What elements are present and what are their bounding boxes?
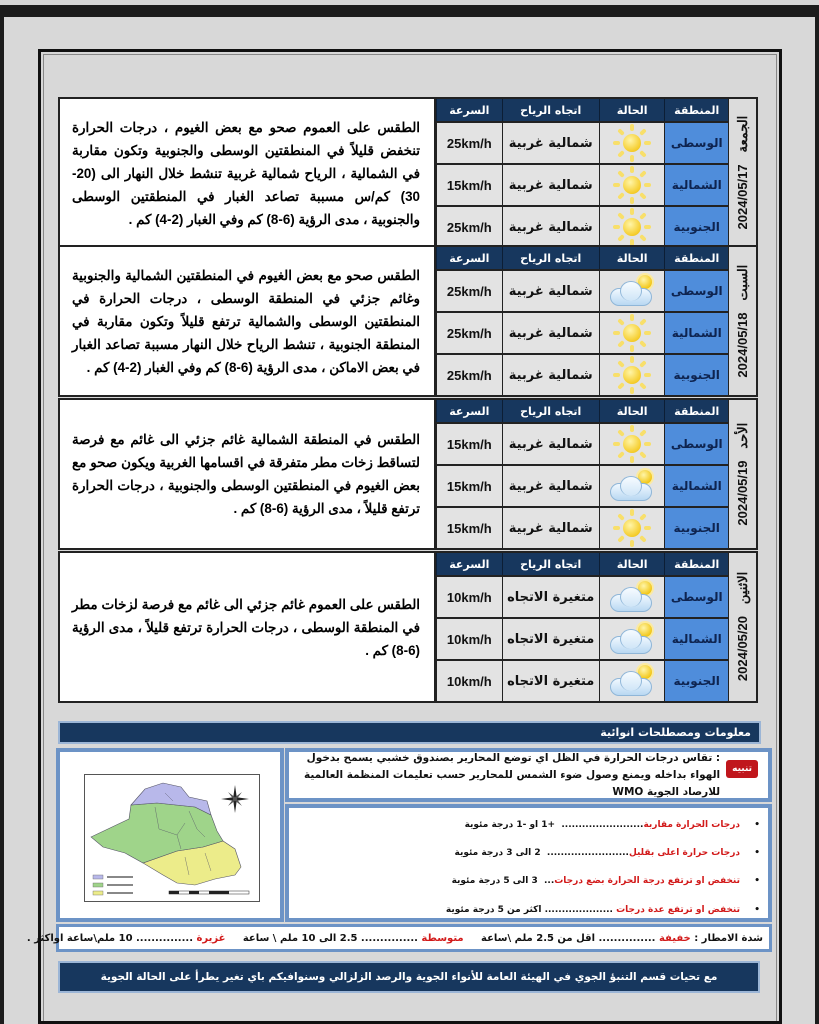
sun-icon [612, 355, 652, 395]
wind-speed-cell: 10km/h [436, 577, 502, 617]
day-name: الاثنين [735, 572, 750, 605]
wind-speed-cell: 25km/h [436, 355, 502, 395]
table-row [436, 617, 728, 659]
sun-icon [612, 313, 652, 353]
state-cell [599, 466, 665, 506]
top-strip [0, 0, 819, 5]
wind-speed-cell: 25km/h [436, 123, 502, 163]
wind-direction-cell: متغيرة الاتجاه [502, 577, 599, 617]
wind-speed-cell: 25km/h [436, 313, 502, 353]
compass-icon [221, 785, 249, 813]
forecast-table [434, 99, 728, 247]
header-wind-direction: اتجاه الرياح [502, 99, 599, 121]
region-cell: الجنوبية [664, 508, 728, 548]
header-state: الحالة [599, 400, 665, 422]
wind-speed-cell: 15km/h [436, 165, 502, 205]
state-cell [599, 424, 665, 464]
region-cell: الجنوبية [664, 661, 728, 701]
forecast-table [434, 553, 728, 701]
wind-speed-cell: 15km/h [436, 466, 502, 506]
forecast-table [434, 400, 728, 548]
rain-light: خفيفة [658, 932, 691, 944]
wind-speed-cell: 15km/h [436, 508, 502, 548]
region-cell: الشمالية [664, 313, 728, 353]
region-cell: الشمالية [664, 466, 728, 506]
sun-icon [612, 123, 652, 163]
day-name: الجمعة [735, 116, 750, 154]
wind-direction-cell: شمالية غربية [502, 165, 599, 205]
wind-speed-cell: 25km/h [436, 207, 502, 247]
date: 2024/05/17 [735, 164, 750, 230]
partly-cloudy-icon [608, 663, 656, 699]
header-wind-direction: اتجاه الرياح [502, 553, 599, 575]
state-cell [599, 123, 665, 163]
wind-direction-cell: شمالية غربية [502, 207, 599, 247]
legend-item: • تنخفض او ترتفع عدة درجات .................... اكثر من 5 درجة مئوية [445, 905, 760, 915]
region-cell: الوسطى [664, 424, 728, 464]
partly-cloudy-icon [608, 579, 656, 615]
day-description: الطقس على العموم صحو مع بعض الغيوم ، درجات الحرارة تنخفض قليلاً في المنطقتين الوسطى والجنوبية وتكون مقاربة في الشمالية ، الرياح شمالية غربية تنشط خلال النهار الى (20-30) كم/س مسببة تصاعد الغبار في المنطقتين الوسطى والجنوبية ، مدى الرؤية (6-8) كم وفي الغبار (2-4) كم . [60, 99, 434, 247]
state-cell [599, 207, 665, 247]
state-cell [599, 271, 665, 311]
state-cell [599, 165, 665, 205]
legend-item: • درجات حرارة اعلى بقليل........................ 2 الى 3 درجة مئوية [454, 848, 760, 858]
day-description: الطقس على العموم غائم جزئي الى غائم مع فرصة لزخات مطر في المنطقة الوسطى ، درجات الحرارة ترتفع قليلاً ، مدى الرؤية (6-8) كم . [60, 553, 434, 701]
day-description: الطقس في المنطقة الشمالية غائم جزئي الى غائم مع فرصة لتساقط زخات مطر متفرقة في اقسامها الغربية ويكون صحو مع بعض الغيوم في المنطقتين الوسطى والجنوبية ، درجات الحرارة ترتفع قليلاً ، مدى الرؤية (6-8) كم . [60, 400, 434, 548]
day-name: السبت [735, 264, 750, 301]
region-cell: الجنوبية [664, 207, 728, 247]
wind-direction-cell: شمالية غربية [502, 466, 599, 506]
table-header [436, 247, 728, 269]
date-column [728, 553, 756, 701]
wind-direction-cell: متغيرة الاتجاه [502, 619, 599, 659]
info-title-bar [58, 721, 761, 744]
table-header [436, 553, 728, 575]
alert-badge: تنبيه [726, 760, 758, 778]
region-cell: الجنوبية [664, 355, 728, 395]
day-forecast [58, 551, 758, 703]
wind-speed-cell: 10km/h [436, 619, 502, 659]
sun-icon [612, 207, 652, 247]
wind-speed-cell: 15km/h [436, 424, 502, 464]
rain-moderate: متوسطة [421, 932, 464, 944]
wind-direction-cell: متغيرة الاتجاه [502, 661, 599, 701]
wind-speed-cell: 25km/h [436, 271, 502, 311]
rain-label: شدة الامطار : [694, 932, 763, 944]
day-description: الطقس صحو مع بعض الغيوم في المنطقتين الشمالية والجنوبية وغائم جزئي في المنطقة الوسطى ، درجات الحرارة في المنطقتين الوسطى والشمالية ترتفع قليلاً وتكون مقاربة في المنطقة الجنوبية ، تنشط الرياح خلال النهار مسببة تصاعد الغبار في بعض الاماكن ، مدى الرؤية (6-8) كم وفي الغبار (2-4) كم . [60, 247, 434, 395]
wind-speed-cell: 10km/h [436, 661, 502, 701]
forecast-table [434, 247, 728, 395]
info-title: معلومات ومصطلحات انوائية [600, 726, 751, 739]
table-row [436, 575, 728, 617]
map-image [84, 774, 260, 902]
partly-cloudy-icon [608, 273, 656, 309]
region-cell: الشمالية [664, 165, 728, 205]
temperature-legend [285, 804, 772, 922]
wind-direction-cell: شمالية غربية [502, 123, 599, 163]
region-cell: الوسطى [664, 271, 728, 311]
day-name: الأحد [735, 422, 750, 449]
table-row [436, 353, 728, 395]
wind-direction-cell: شمالية غربية [502, 355, 599, 395]
header-state: الحالة [599, 553, 665, 575]
sun-icon [612, 165, 652, 205]
header-wind-direction: اتجاه الرياح [502, 247, 599, 269]
header-region: المنطقة [664, 553, 728, 575]
table-header [436, 400, 728, 422]
table-row [436, 464, 728, 506]
table-header [436, 99, 728, 121]
legend-item: • تنخفض او ترتفع درجة الحرارة بضع درجات... 3 الى 5 درجة مئوية [451, 876, 760, 886]
table-row [436, 163, 728, 205]
header-state: الحالة [599, 247, 665, 269]
note-text: : تقاس درجات الحرارة في الظل اي توضع المحارير بصندوق خشبي يسمح بدخول الهواء بداخله ويمنع وصول ضوء الشمس للمحارير حسب تعليمات المنظمة العالمية للارصاد الجوية WMO [304, 751, 721, 798]
rain-intensity: شدة الامطار : خفيفة ............... اقل من 2.5 ملم \ساعة متوسطة ............... 2.5 الى 10 ملم \ ساعة غزيرة ............... 10 ملم\ساعة اواكثر . [56, 924, 772, 952]
state-cell [599, 313, 665, 353]
partly-cloudy-icon [608, 468, 656, 504]
state-cell [599, 577, 665, 617]
state-cell [599, 508, 665, 548]
date: 2024/05/19 [735, 460, 750, 526]
table-row [436, 311, 728, 353]
table-row [436, 659, 728, 701]
day-forecast [58, 398, 758, 550]
date-column [728, 247, 756, 395]
partly-cloudy-icon [608, 621, 656, 657]
region-cell: الوسطى [664, 123, 728, 163]
table-row [436, 121, 728, 163]
rain-heavy: غزيرة [196, 932, 226, 944]
day-forecast [58, 245, 758, 397]
header-region: المنطقة [664, 99, 728, 121]
state-cell [599, 355, 665, 395]
legend-item: • درجات الحرارة مقاربة........................ +1 او -1 درجة مئوية [464, 820, 760, 830]
wind-direction-cell: شمالية غربية [502, 508, 599, 548]
date: 2024/05/20 [735, 616, 750, 682]
table-row [436, 269, 728, 311]
header-wind-direction: اتجاه الرياح [502, 400, 599, 422]
date-column [728, 99, 756, 247]
footer-bar [58, 961, 760, 993]
temperature-note [285, 748, 772, 802]
date: 2024/05/18 [735, 312, 750, 378]
header-speed: السرعة [436, 99, 502, 121]
date-column [728, 400, 756, 548]
header-speed: السرعة [436, 247, 502, 269]
sun-icon [612, 508, 652, 548]
state-cell [599, 661, 665, 701]
wind-direction-cell: شمالية غربية [502, 424, 599, 464]
wind-direction-cell: شمالية غربية [502, 271, 599, 311]
header-speed: السرعة [436, 553, 502, 575]
header-speed: السرعة [436, 400, 502, 422]
footer-text: مع تحيات قسم التنبؤ الجوي في الهيئة العامة للأنواء الجوية والرصد الزلزالي وسنوافيكم باي تغير يطرأ على الحالة الجوية [100, 971, 718, 983]
day-forecast [58, 97, 758, 249]
region-cell: الوسطى [664, 577, 728, 617]
sun-icon [612, 424, 652, 464]
region-cell: الشمالية [664, 619, 728, 659]
header-state: الحالة [599, 99, 665, 121]
header-region: المنطقة [664, 247, 728, 269]
header-region: المنطقة [664, 400, 728, 422]
table-row [436, 205, 728, 247]
wind-direction-cell: شمالية غربية [502, 313, 599, 353]
iraq-regions-map [56, 748, 284, 922]
table-row [436, 506, 728, 548]
table-row [436, 422, 728, 464]
state-cell [599, 619, 665, 659]
